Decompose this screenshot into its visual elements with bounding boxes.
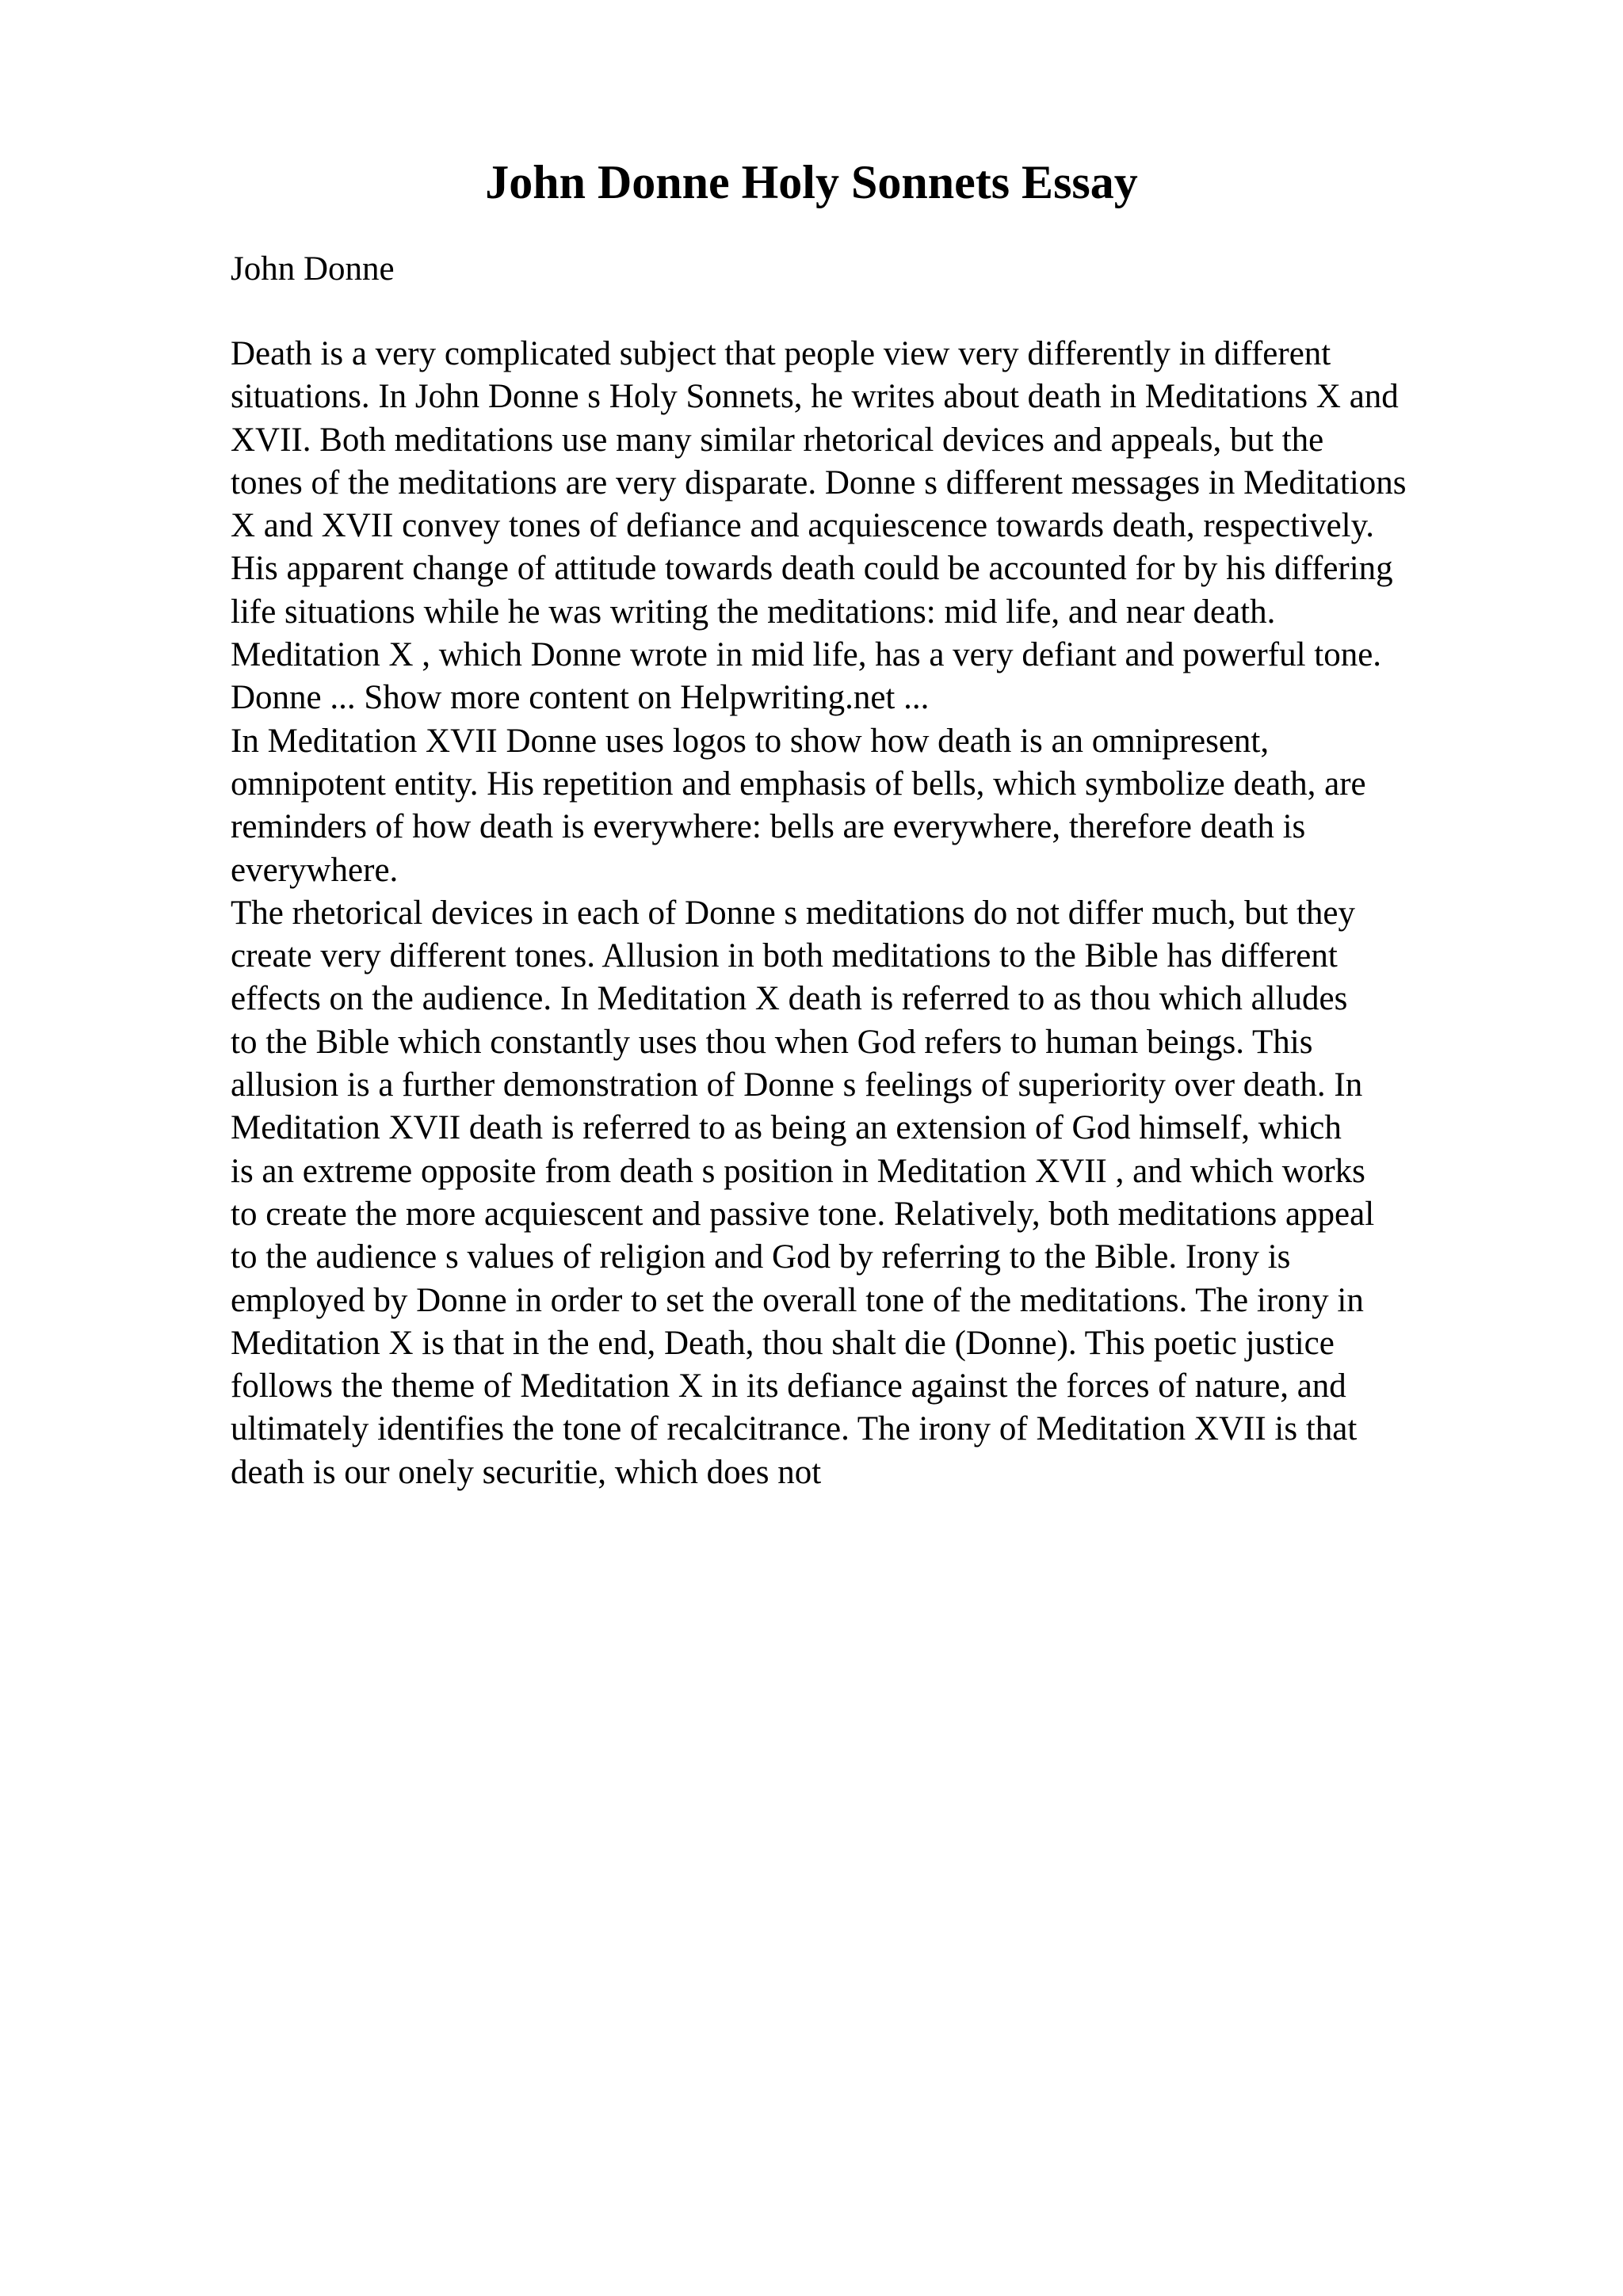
- body-line: is an extreme opposite from death s position in Meditation XVII , and which works: [231, 1152, 1365, 1190]
- body-line: situations. In John Donne s Holy Sonnets, he writes about death in Meditations X and: [231, 378, 1399, 416]
- body-line: X and XVII convey tones of defiance and acquiescence towards death, respectively.: [231, 507, 1375, 545]
- document-title: John Donne Holy Sonnets Essay: [485, 156, 1138, 208]
- body-line: Donne ... Show more content on Helpwriting.net ...: [231, 679, 930, 717]
- body-line: effects on the audience. In Meditation X death is referred to as thou which alludes: [231, 980, 1348, 1018]
- body-line: Meditation XVII death is referred to as being an extension of God himself, which: [231, 1109, 1342, 1147]
- body-line: XVII. Both meditations use many similar rhetorical devices and appeals, but the: [231, 421, 1324, 459]
- body-line: allusion is a further demonstration of Donne s feelings of superiority over death. In: [231, 1066, 1363, 1104]
- body-line: ultimately identifies the tone of recalcitrance. The irony of Meditation XVII is that: [231, 1410, 1358, 1448]
- body-line: life situations while he was writing the meditations: mid life, and near death.: [231, 593, 1276, 631]
- body-line: Death is a very complicated subject that people view very differently in different: [231, 335, 1331, 372]
- body-line: The rhetorical devices in each of Donne s meditations do not differ much, but they: [231, 894, 1355, 932]
- body-line: to the Bible which constantly uses thou when God refers to human beings. This: [231, 1023, 1313, 1061]
- body-line: Meditation X is that in the end, Death, thou shalt die (Donne). This poetic justice: [231, 1324, 1335, 1362]
- body-line: In Meditation XVII Donne uses logos to show how death is an omnipresent,: [231, 722, 1270, 760]
- body-line: Meditation X , which Donne wrote in mid life, has a very defiant and powerful tone.: [231, 636, 1382, 674]
- body-line: to the audience s values of religion and God by referring to the Bible. Irony is: [231, 1238, 1291, 1276]
- document-author: John Donne: [231, 250, 395, 288]
- body-line: employed by Donne in order to set the overall tone of the meditations. The irony in: [231, 1281, 1364, 1319]
- body-line: tones of the meditations are very disparate. Donne s different messages in Meditations: [231, 463, 1407, 502]
- document-body: [231, 333, 1514, 1494]
- body-line: follows the theme of Meditation X in its defiance against the forces of nature, and: [231, 1367, 1346, 1405]
- body-line: omnipotent entity. His repetition and emphasis of bells, which symbolize death, are: [231, 765, 1366, 803]
- body-line: His apparent change of attitude towards death could be accounted for by his differing: [231, 550, 1393, 588]
- body-line: create very different tones. Allusion in both meditations to the Bible has different: [231, 937, 1338, 975]
- body-line: death is our onely securitie, which does not: [231, 1453, 822, 1491]
- body-line: everywhere.: [231, 851, 399, 889]
- body-line: reminders of how death is everywhere: bells are everywhere, therefore death is: [231, 808, 1306, 846]
- body-line: to create the more acquiescent and passive tone. Relatively, both meditations appeal: [231, 1195, 1375, 1233]
